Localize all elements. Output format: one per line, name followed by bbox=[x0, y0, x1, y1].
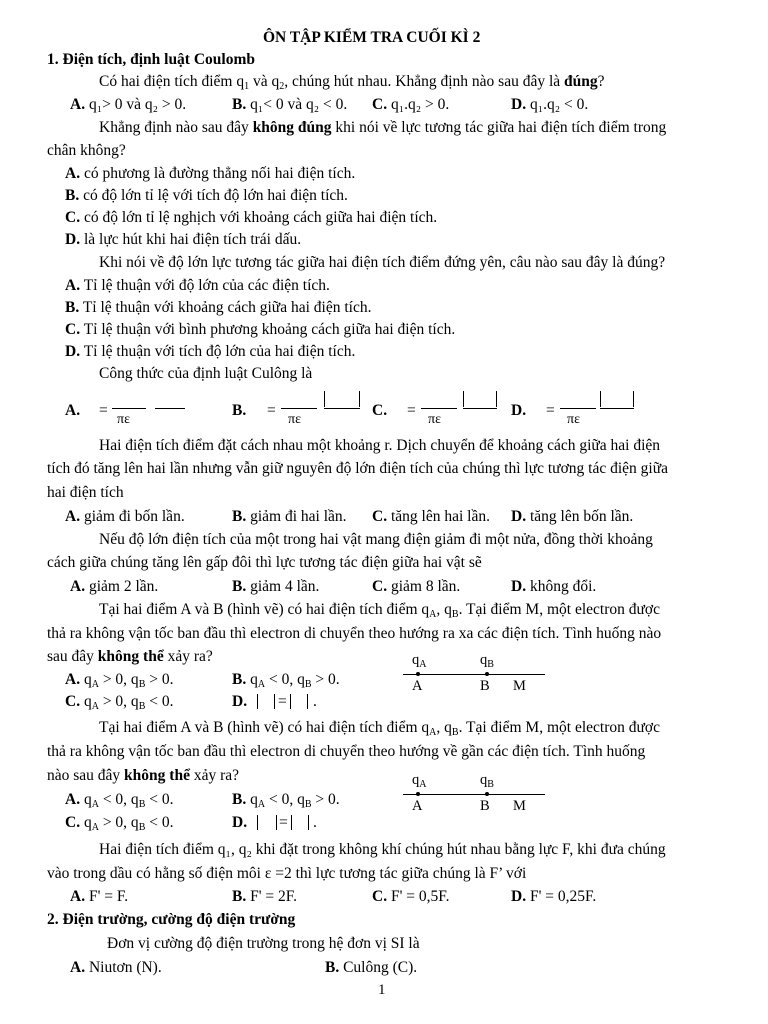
question-10: Đơn vị cường độ điện trường trong hệ đơn vị SI là bbox=[107, 935, 420, 952]
q8-option-c[interactable]: C. $q_A > 0$, $q_B < 0$. bbox=[65, 814, 174, 833]
q6-option-a[interactable]: A. giảm 2 lần. bbox=[70, 578, 159, 595]
section-heading-1: 1. Điện tích, định luật Coulomb bbox=[47, 51, 256, 68]
page-title: ÔN TẬP KIỂM TRA CUỐI KÌ 2 bbox=[263, 29, 481, 46]
question-2-line-2: chân không? bbox=[47, 142, 126, 159]
q8-d-end: . bbox=[313, 814, 317, 831]
q7-option-d[interactable]: D. bbox=[232, 693, 248, 710]
q2-option-a[interactable]: A. có phương là đường thẳng nối hai điện tích. bbox=[65, 165, 356, 182]
q3-option-a[interactable]: A. Tỉ lệ thuận với độ lớn của các điện tích. bbox=[65, 277, 330, 294]
q9-option-c[interactable]: C. F' = 0,5F. bbox=[372, 888, 450, 905]
q4-a-fraction-2 bbox=[155, 408, 185, 409]
q9-option-d[interactable]: D. F' = 0,25F. bbox=[511, 888, 597, 905]
q4-option-a[interactable]: A. bbox=[65, 402, 81, 419]
question-6: Nếu độ lớn điện tích của một trong hai vật mang điện giảm đi một nửa, đồng thời khoảng bbox=[99, 531, 653, 548]
q2-option-c[interactable]: C. có độ lớn tỉ lệ nghịch với khoảng cách giữa hai điện tích. bbox=[65, 209, 438, 226]
figure-1: $q_A$ $q_B$ A B M bbox=[403, 652, 553, 698]
q4-option-c[interactable]: C. bbox=[372, 402, 388, 419]
q1-option-c[interactable]: C. q₁.q₂ > 0. bbox=[372, 96, 450, 113]
figure-2: $q_A$ $q_B$ A B M bbox=[403, 772, 553, 818]
q3-option-b[interactable]: B. Tỉ lệ thuận với khoảng cách giữa hai điện tích. bbox=[65, 299, 372, 316]
q1-option-b[interactable]: B. q₁< 0 và q₂ < 0. bbox=[232, 96, 348, 113]
q4-d-abs bbox=[600, 391, 634, 407]
q4-c-abs-bar bbox=[463, 408, 497, 409]
q4-b-abs-bar bbox=[324, 408, 360, 409]
q8-option-a[interactable]: A. $q_A < 0$, $q_B < 0$. bbox=[65, 791, 174, 810]
q7-option-c[interactable]: C. $q_A > 0$, $q_B < 0$. bbox=[65, 693, 174, 712]
section-heading-2: 2. Điện trường, cường độ điện trường bbox=[47, 911, 296, 928]
q10-option-b[interactable]: B. Culông (C). bbox=[325, 959, 418, 976]
q6-option-d[interactable]: D. không đổi. bbox=[511, 578, 597, 595]
q1-option-a[interactable]: A. q₁> 0 và q₂ > 0. bbox=[70, 96, 187, 113]
q7-option-a[interactable]: A. $q_A > 0$, $q_B > 0$. bbox=[65, 671, 174, 690]
question-5-line-2: tích đó tăng lên hai lần nhưng vẫn giữ nguyên độ lớn điện tích của chúng thì lực tương tác điện giữa bbox=[47, 460, 668, 477]
question-8: Tại hai điểm A và B (hình vẽ) có hai điện tích điểm $q_A$, $q_B$. Tại điểm M, một electron được bbox=[99, 719, 660, 738]
question-7: Tại hai điểm A và B (hình vẽ) có hai điện tích điểm $q_A$, $q_B$. Tại điểm M, một electron được bbox=[99, 601, 660, 620]
q3-option-c[interactable]: C. Tỉ lệ thuận với bình phương khoảng cách giữa hai điện tích. bbox=[65, 321, 456, 338]
question-8-line-3: nào sau đây không thể xảy ra? bbox=[47, 767, 240, 784]
question-6-line-2: cách giữa chúng tăng lên gấp đôi thì lực tương tác điện giữa hai vật sẽ bbox=[47, 554, 482, 571]
q4-c-abs bbox=[463, 391, 497, 407]
question-3: Khi nói về độ lớn lực tương tác giữa hai điện tích điểm đứng yên, câu nào sau đây là đúng? bbox=[99, 254, 666, 271]
q8-option-b[interactable]: B. $q_A < 0$, $q_B > 0$. bbox=[232, 791, 340, 810]
q7-d-end: . bbox=[313, 693, 317, 710]
q2-option-d[interactable]: D. là lực hút khi hai điện tích trái dấu. bbox=[65, 231, 302, 248]
q4-b-equals: = bbox=[267, 402, 276, 419]
question-7-line-2: thả ra không vận tốc ban đầu thì electron di chuyển theo hướng ra xa các điện tích. Tình huống nào bbox=[47, 625, 662, 642]
question-5-line-3: hai điện tích bbox=[47, 484, 124, 501]
q5-option-d[interactable]: D. tăng lên bốn lần. bbox=[511, 508, 634, 525]
q3-option-d[interactable]: D. Tỉ lệ thuận với tích độ lớn của hai điện tích. bbox=[65, 343, 356, 360]
q2-option-b[interactable]: B. có độ lớn tỉ lệ với tích độ lớn hai điện tích. bbox=[65, 187, 348, 204]
q4-b-abs bbox=[324, 391, 360, 407]
q8-d-abs-right bbox=[291, 815, 309, 830]
q9-option-a[interactable]: A. F' = F. bbox=[70, 888, 129, 905]
question-4: Công thức của định luật Culông là bbox=[99, 365, 313, 382]
q7-d-abs-left-r bbox=[274, 694, 275, 709]
q1-option-d[interactable]: D. q₁.q₂ < 0. bbox=[511, 96, 589, 113]
q5-option-a[interactable]: A. giảm đi bốn lần. bbox=[65, 508, 185, 525]
question-1: Có hai điện tích điểm $q_1$ và $q_2$, chúng hút nhau. Khẳng định nào sau đây là đúng? bbox=[99, 73, 605, 92]
q7-d-abs-right bbox=[290, 694, 308, 709]
q7-d-abs-left bbox=[257, 694, 267, 709]
question-9-line-2: vào trong dầu có hằng số điện môi ε =2 thì lực tương tác giữa chúng là F’ với bbox=[47, 865, 527, 882]
q4-d-equals: = bbox=[546, 402, 555, 419]
q10-option-a[interactable]: A. Niutơn (N). bbox=[70, 959, 162, 976]
q4-c-equals: = bbox=[407, 402, 416, 419]
q5-option-c[interactable]: C. tăng lên hai lần. bbox=[372, 508, 490, 525]
q4-option-d[interactable]: D. bbox=[511, 402, 527, 419]
q7-d-equals: = bbox=[278, 693, 287, 710]
page-number: 1 bbox=[378, 982, 386, 998]
q4-option-b[interactable]: B. bbox=[232, 402, 247, 419]
question-8-line-2: thả ra không vận tốc ban đầu thì electron di chuyển theo hướng về gần các điện tích. Tình huống bbox=[47, 743, 646, 760]
q7-option-b[interactable]: B. $q_A < 0$, $q_B > 0$. bbox=[232, 671, 340, 690]
question-9: Hai điện tích điểm q₁, q₂ khi đặt trong không khí chúng hút nhau bằng lực F, khi đưa chúng bbox=[99, 841, 666, 858]
question-7-line-3: sau đây không thể xảy ra? bbox=[47, 648, 213, 665]
q4-a-equals: = bbox=[99, 402, 108, 419]
q6-option-c[interactable]: C. giảm 8 lần. bbox=[372, 578, 461, 595]
q6-option-b[interactable]: B. giảm 4 lần. bbox=[232, 578, 320, 595]
question-5: Hai điện tích điểm đặt cách nhau một khoảng r. Dịch chuyển để khoảng cách giữa hai điện bbox=[99, 437, 661, 454]
question-2: Khẳng định nào sau đây không đúng khi nói về lực tương tác giữa hai điện tích điểm trong bbox=[99, 119, 667, 136]
q8-option-d[interactable]: D. bbox=[232, 814, 248, 831]
q9-option-b[interactable]: B. F' = 2F. bbox=[232, 888, 298, 905]
q8-d-equals: = bbox=[279, 814, 288, 831]
q4-d-abs-bar bbox=[600, 408, 634, 409]
q5-option-b[interactable]: B. giảm đi hai lần. bbox=[232, 508, 347, 525]
q8-d-abs-left bbox=[257, 815, 277, 830]
